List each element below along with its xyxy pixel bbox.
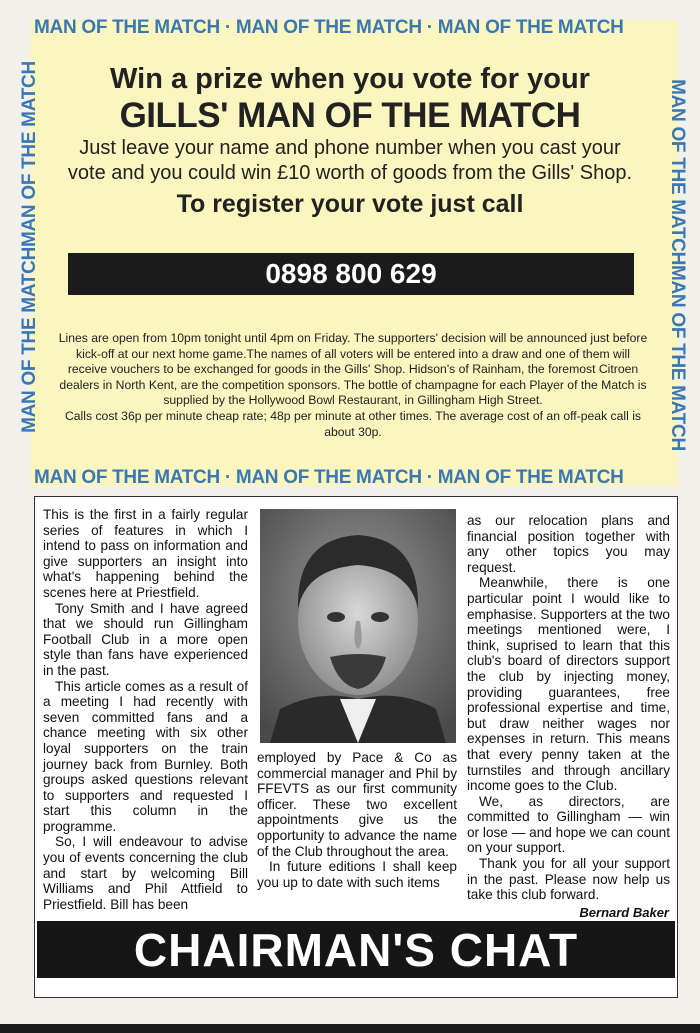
- advert-border-right: MAN OF THE MATCHMAN OF THE MATCH: [667, 79, 688, 451]
- advert-lead-text: Just leave your name and phone number when you cast your vote and you could win £10 worth of goods from the Gills' Shop.: [67, 137, 633, 184]
- article-column-2: [257, 750, 457, 890]
- article-column-3: [467, 513, 670, 903]
- paragraph: Tony Smith and I have agreed that we should run Gillingham Football Club in a more open style than fans have experienced in the past.: [43, 600, 248, 678]
- section-title-banner: CHAIRMAN'S CHAT: [37, 921, 675, 978]
- chairman-photo: [260, 509, 456, 743]
- paragraph: Thank you for all your support in the past. Please now help us take this club forward.: [467, 856, 670, 903]
- chairmans-chat-article: [34, 496, 678, 998]
- paragraph: as our relocation plans and financial position together with any other topics you may request.: [467, 513, 670, 575]
- page-bottom-rule: [0, 1024, 700, 1033]
- paragraph: This is the first in a fairly regular series of features in which I intend to pass on information and give supporters an insight into what's happening behind the scenes here at Priestfield.: [43, 507, 248, 600]
- phone-number: 0898 800 629: [68, 253, 634, 295]
- paragraph: We, as directors, are committed to Gillingham — win or lose — and hope we can count on your support.: [467, 793, 670, 856]
- advert-body: [60, 62, 640, 221]
- paragraph: employed by Pace & Co as commercial manager and Phil by FFEVTS as our first community officer. These two excellent appointments give us the opportunity to advance the name of the Club throughout the area.: [257, 750, 457, 859]
- advert-border-left: MAN OF THE MATCHMAN OF THE MATCH: [19, 61, 40, 433]
- author-signature: Bernard Baker: [579, 905, 669, 920]
- fine-print-costs: Calls cost 36p per minute cheap rate; 48p per minute at other times. The average cost of an off-peak call is about 30p.: [64, 408, 642, 439]
- article-column-1: [43, 507, 248, 912]
- advert-border-bottom: MAN OF THE MATCH · MAN OF THE MATCH · MAN OF THE MATCH: [34, 467, 624, 488]
- advert-border-top: MAN OF THE MATCH · MAN OF THE MATCH · MAN OF THE MATCH: [34, 17, 624, 38]
- paragraph: This article comes as a result of a meeting I had recently with seven committed fans and a chance meeting with six other loyal supporters on the train journey back from Burnley. Both groups asked questions relevant to supporters and requested I start this column in the programme.: [43, 678, 248, 834]
- paragraph: In future editions I shall keep you up to date with such items: [257, 859, 457, 890]
- advert-register-text: To register your vote just call: [176, 190, 524, 218]
- portrait-image: [260, 509, 456, 743]
- paragraph: Meanwhile, there is one particular point I would like to emphasise. Supporters at the two meetings mentioned were, I think, suprised to learn that this club's board of directors support the club by injecting money, providing guarantees, free professional expertise and time, but draw neither wages nor expenses in return. This means that every penny taken at the turnstiles and through ancillary income goes to the Club.: [467, 575, 670, 794]
- paragraph: So, I will endeavour to advise you of events concerning the club and start by welcoming Bill Williams and Phil Attfield to Priestfield. Bill has been: [43, 834, 248, 912]
- fine-print-rules: Lines are open from 10pm tonight until 4pm on Friday. The supporters' decision will be announced just before kick-off at our next home game.The names of all voters will be entered into a draw and one of them will receive vouchers to be exchanged for goods in the Gills' Shop. Hidson's of Rainham, the foremost Citroen dealers in North Kent, are the competition sponsors. The bottle of champagne for each Player of the Match is supplied by the Hollywood Bowl Restaurant, in Gillingham High Street.: [58, 331, 648, 408]
- advert-headline: Win a prize when you vote for your: [110, 63, 590, 95]
- advert-title: GILLS' MAN OF THE MATCH: [119, 96, 581, 135]
- advert-fine-print: [58, 331, 648, 440]
